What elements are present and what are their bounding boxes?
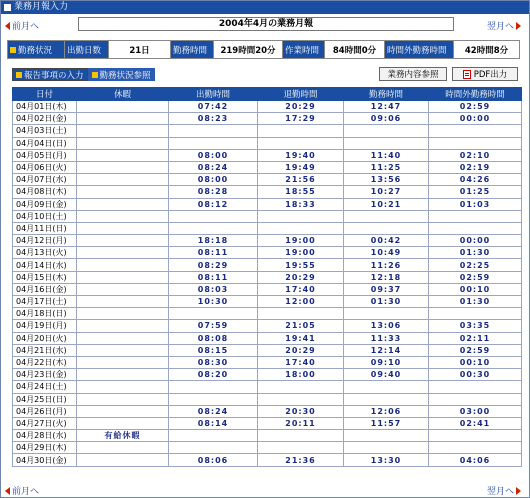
cell-leave[interactable] [77,101,169,113]
table-row[interactable] [13,198,522,210]
cell-overtime[interactable] [429,210,522,222]
cell-overtime[interactable] [429,308,522,320]
cell-start-time[interactable]: 08:00 [169,149,258,161]
cell-start-time[interactable]: 08:11 [169,271,258,283]
cell-end-time[interactable]: 20:30 [258,405,344,417]
cell-end-time[interactable]: 17:29 [258,113,344,125]
table-row[interactable] [13,149,522,161]
cell-end-time[interactable] [258,222,344,234]
cell-date[interactable]: 04月26日(月) [13,405,77,417]
cell-date[interactable]: 04月16日(金) [13,283,77,295]
cell-leave[interactable] [77,271,169,283]
cell-date[interactable]: 04月05日(月) [13,149,77,161]
cell-leave[interactable] [77,186,169,198]
table-row[interactable] [13,101,522,113]
cell-leave[interactable] [77,381,169,393]
col-header-start: 出勤時間 [169,88,258,101]
cell-start-time[interactable]: 08:24 [169,161,258,173]
cell-date[interactable]: 04月21日(水) [13,344,77,356]
cell-overtime[interactable]: 02:41 [429,417,522,429]
cell-overtime[interactable] [429,430,522,442]
cell-leave[interactable] [77,198,169,210]
cell-overtime[interactable]: 02:19 [429,161,522,173]
table-row[interactable] [13,283,522,295]
cell-start-time[interactable]: 08:20 [169,369,258,381]
cell-start-time[interactable]: 08:03 [169,283,258,295]
cell-date[interactable]: 04月01日(木) [13,101,77,113]
pdf-icon [463,70,471,79]
prev-month-link-bottom[interactable] [5,484,39,497]
cell-date[interactable]: 04月25日(日) [13,393,77,405]
cell-work-hours[interactable]: 12:06 [344,405,429,417]
cell-date[interactable]: 04月06日(火) [13,161,77,173]
cell-start-time[interactable] [169,308,258,320]
cell-leave[interactable] [77,210,169,222]
cell-leave[interactable] [77,417,169,429]
cell-leave[interactable] [77,247,169,259]
cell-work-hours[interactable]: 11:33 [344,332,429,344]
cell-work-hours[interactable]: 10:49 [344,247,429,259]
cell-overtime[interactable]: 04:06 [429,454,522,466]
cell-leave[interactable] [77,344,169,356]
table-row[interactable] [13,308,522,320]
cell-end-time[interactable] [258,125,344,137]
table-row[interactable] [13,137,522,149]
table-row[interactable] [13,247,522,259]
cell-overtime[interactable]: 00:00 [429,235,522,247]
cell-start-time[interactable]: 08:15 [169,344,258,356]
table-row[interactable] [13,113,522,125]
days-value: 21日 [109,41,171,58]
next-month-link-bottom[interactable] [487,484,521,497]
cell-overtime[interactable] [429,222,522,234]
cell-start-time[interactable]: 08:24 [169,405,258,417]
cell-date[interactable]: 04月30日(金) [13,454,77,466]
cell-end-time[interactable] [258,381,344,393]
cell-date[interactable]: 04月17日(土) [13,296,77,308]
cell-work-hours[interactable] [344,125,429,137]
cell-start-time[interactable] [169,222,258,234]
table-row[interactable] [13,125,522,137]
cell-work-hours[interactable]: 09:40 [344,369,429,381]
cell-end-time[interactable]: 19:55 [258,259,344,271]
cell-date[interactable]: 04月02日(金) [13,113,77,125]
table-row[interactable] [13,405,522,417]
cell-leave[interactable] [77,320,169,332]
cell-leave[interactable] [77,125,169,137]
table-row[interactable] [13,235,522,247]
cell-leave[interactable] [77,235,169,247]
cell-overtime[interactable] [429,137,522,149]
cell-overtime[interactable]: 00:10 [429,283,522,295]
next-month-label: 翌月へ [487,22,515,32]
cell-date[interactable]: 04月14日(水) [13,259,77,271]
cell-date[interactable]: 04月22日(木) [13,356,77,368]
cell-start-time[interactable]: 08:06 [169,454,258,466]
status-label: 勤務状況 [18,45,53,56]
summary-bar [7,40,520,59]
task-value: 84時間0分 [325,41,385,58]
table-row[interactable] [13,271,522,283]
arrow-right-icon [516,22,521,30]
cell-work-hours[interactable] [344,137,429,149]
cell-end-time[interactable]: 18:33 [258,198,344,210]
cell-overtime[interactable]: 04:26 [429,174,522,186]
cell-start-time[interactable] [169,430,258,442]
cell-date[interactable]: 04月15日(木) [13,271,77,283]
cell-end-time[interactable]: 19:00 [258,235,344,247]
col-header-overtime: 時間外勤務時間 [429,88,522,101]
work-value: 219時間20分 [214,41,283,58]
cell-overtime[interactable] [429,442,522,454]
table-row[interactable] [13,454,522,466]
cell-work-hours[interactable]: 12:14 [344,344,429,356]
work-label: 勤務時間 [171,41,214,58]
cell-end-time[interactable]: 17:40 [258,356,344,368]
cell-start-time[interactable]: 08:28 [169,186,258,198]
cell-overtime[interactable]: 00:10 [429,356,522,368]
cell-date[interactable]: 04月03日(土) [13,125,77,137]
tab-report-entry[interactable] [12,68,88,81]
table-row[interactable] [13,222,522,234]
cell-start-time[interactable]: 08:30 [169,356,258,368]
cell-overtime[interactable]: 01:30 [429,296,522,308]
cell-date[interactable]: 04月09日(金) [13,198,77,210]
cell-work-hours[interactable]: 09:37 [344,283,429,295]
cell-start-time[interactable]: 08:08 [169,332,258,344]
overtime-value: 42時間8分 [454,41,519,58]
cell-overtime[interactable] [429,393,522,405]
square-icon [92,72,98,78]
cell-leave[interactable] [77,393,169,405]
cell-end-time[interactable]: 17:40 [258,283,344,295]
table-row[interactable] [13,161,522,173]
cell-leave[interactable] [77,283,169,295]
cell-work-hours[interactable]: 11:25 [344,161,429,173]
table-row[interactable] [13,356,522,368]
cell-start-time[interactable]: 10:30 [169,296,258,308]
table-row[interactable] [13,369,522,381]
cell-overtime[interactable]: 02:10 [429,149,522,161]
cell-end-time[interactable]: 20:29 [258,271,344,283]
cell-overtime[interactable]: 03:35 [429,320,522,332]
table-header-row [13,88,522,101]
cell-work-hours[interactable]: 13:30 [344,454,429,466]
cell-work-hours[interactable] [344,430,429,442]
cell-end-time[interactable]: 19:40 [258,149,344,161]
cell-start-time[interactable]: 08:12 [169,198,258,210]
cell-work-hours[interactable]: 10:27 [344,186,429,198]
monthly-report-table [12,87,522,467]
cell-overtime[interactable]: 03:00 [429,405,522,417]
cell-work-hours[interactable]: 11:57 [344,417,429,429]
table-row[interactable] [13,430,522,442]
cell-end-time[interactable] [258,430,344,442]
reference-button-label: 業務内容参照 [387,70,439,80]
cell-leave[interactable] [77,442,169,454]
cell-end-time[interactable] [258,308,344,320]
cell-end-time[interactable]: 21:56 [258,174,344,186]
status-tag [8,41,65,58]
cell-date[interactable]: 04月10日(土) [13,210,77,222]
cell-leave[interactable] [77,137,169,149]
cell-end-time[interactable]: 18:55 [258,186,344,198]
cell-date[interactable]: 04月07日(水) [13,174,77,186]
cell-leave[interactable] [77,332,169,344]
overtime-label: 時間外勤務時間 [385,41,454,58]
cell-start-time[interactable] [169,210,258,222]
cell-work-hours[interactable]: 11:26 [344,259,429,271]
cell-end-time[interactable]: 21:36 [258,454,344,466]
cell-start-time[interactable] [169,137,258,149]
cell-date[interactable]: 04月12日(月) [13,235,77,247]
cell-start-time[interactable]: 08:14 [169,417,258,429]
cell-leave[interactable] [77,369,169,381]
tab-work-status-label: 勤務状況参照 [99,70,151,81]
cell-work-hours[interactable]: 12:18 [344,271,429,283]
table-row[interactable] [13,393,522,405]
prev-month-link[interactable] [5,19,39,32]
window-icon [4,4,11,11]
cell-end-time[interactable]: 19:00 [258,247,344,259]
cell-date[interactable]: 04月04日(日) [13,137,77,149]
cell-end-time[interactable]: 12:00 [258,296,344,308]
top-nav [1,14,529,33]
table-body [13,101,522,467]
cell-start-time[interactable] [169,393,258,405]
cell-end-time[interactable] [258,442,344,454]
cell-start-time[interactable]: 07:59 [169,320,258,332]
prev-month-label: 前月へ [12,22,40,32]
col-header-end: 退勤時間 [258,88,344,101]
cell-leave[interactable] [77,296,169,308]
cell-start-time[interactable]: 08:29 [169,259,258,271]
cell-end-time[interactable] [258,393,344,405]
cell-end-time[interactable]: 19:41 [258,332,344,344]
cell-end-time[interactable]: 19:49 [258,161,344,173]
cell-leave[interactable] [77,259,169,271]
cell-overtime[interactable] [429,381,522,393]
col-header-leave: 休暇 [77,88,169,101]
cell-leave[interactable] [77,161,169,173]
cell-work-hours[interactable]: 09:10 [344,356,429,368]
next-month-label-bottom: 翌月へ [487,487,515,497]
table-row[interactable] [13,381,522,393]
table-row[interactable] [13,332,522,344]
cell-start-time[interactable] [169,125,258,137]
cell-end-time[interactable]: 20:11 [258,417,344,429]
cell-end-time[interactable]: 18:00 [258,369,344,381]
tab-report-entry-label: 報告事項の入力 [24,70,84,81]
square-icon [10,47,16,53]
cell-date[interactable]: 04月28日(水) [13,430,77,442]
cell-end-time[interactable]: 20:29 [258,101,344,113]
next-month-link[interactable] [487,19,521,32]
cell-work-hours[interactable] [344,381,429,393]
table-row[interactable] [13,417,522,429]
reference-button[interactable] [379,67,447,81]
cell-work-hours[interactable]: 12:47 [344,101,429,113]
cell-work-hours[interactable]: 10:21 [344,198,429,210]
pdf-button[interactable] [452,67,518,81]
bottom-nav [1,482,529,496]
month-title: 2004年4月の業務月報 [78,17,454,31]
tab-row [12,68,155,81]
cell-date[interactable]: 04月13日(火) [13,247,77,259]
table-row[interactable] [13,320,522,332]
title-bar [1,1,529,14]
arrow-left-icon [5,22,10,30]
cell-work-hours[interactable]: 00:42 [344,235,429,247]
cell-work-hours[interactable]: 13:06 [344,320,429,332]
table-row[interactable] [13,296,522,308]
table-row[interactable] [13,442,522,454]
cell-leave[interactable] [77,222,169,234]
tab-work-status[interactable] [88,68,155,81]
cell-overtime[interactable]: 01:30 [429,247,522,259]
cell-leave[interactable] [77,356,169,368]
cell-date[interactable]: 04月29日(木) [13,442,77,454]
table-row[interactable] [13,344,522,356]
table-row[interactable] [13,210,522,222]
cell-end-time[interactable] [258,210,344,222]
cell-date[interactable]: 04月11日(日) [13,222,77,234]
cell-overtime[interactable]: 01:03 [429,198,522,210]
prev-month-label-bottom: 前月へ [12,487,40,497]
cell-start-time[interactable]: 18:18 [169,235,258,247]
arrow-right-icon [516,487,521,495]
cell-work-hours[interactable] [344,442,429,454]
table-row[interactable] [13,174,522,186]
cell-overtime[interactable]: 02:25 [429,259,522,271]
cell-overtime[interactable]: 00:30 [429,369,522,381]
cell-overtime[interactable]: 02:59 [429,101,522,113]
cell-date[interactable]: 04月27日(火) [13,417,77,429]
cell-work-hours[interactable]: 01:30 [344,296,429,308]
cell-work-hours[interactable]: 13:56 [344,174,429,186]
cell-work-hours[interactable]: 09:06 [344,113,429,125]
cell-leave[interactable] [77,149,169,161]
cell-start-time[interactable]: 08:00 [169,174,258,186]
cell-work-hours[interactable]: 11:40 [344,149,429,161]
cell-overtime[interactable] [429,125,522,137]
cell-date[interactable]: 04月19日(月) [13,320,77,332]
cell-leave[interactable] [77,113,169,125]
cell-work-hours[interactable] [344,393,429,405]
col-header-date: 日付 [13,88,77,101]
cell-date[interactable]: 04月20日(火) [13,332,77,344]
cell-end-time[interactable]: 21:05 [258,320,344,332]
cell-work-hours[interactable] [344,308,429,320]
cell-date[interactable]: 04月23日(金) [13,369,77,381]
square-icon [16,72,22,78]
cell-end-time[interactable] [258,137,344,149]
cell-overtime[interactable]: 01:25 [429,186,522,198]
days-label: 出勤日数 [65,41,109,58]
cell-work-hours[interactable] [344,222,429,234]
arrow-left-icon [5,487,10,495]
cell-leave[interactable] [77,454,169,466]
task-label: 作業時間 [283,41,325,58]
table-row[interactable] [13,186,522,198]
cell-overtime[interactable]: 00:00 [429,113,522,125]
cell-start-time[interactable]: 08:11 [169,247,258,259]
cell-start-time[interactable]: 08:23 [169,113,258,125]
pdf-button-label: PDF出力 [473,70,508,80]
cell-leave[interactable] [77,405,169,417]
cell-work-hours[interactable] [344,210,429,222]
cell-overtime[interactable]: 02:59 [429,271,522,283]
cell-leave[interactable] [77,174,169,186]
col-header-hours: 勤務時間 [344,88,429,101]
cell-end-time[interactable]: 20:29 [258,344,344,356]
cell-leave[interactable]: 有給休暇 [77,430,169,442]
cell-leave[interactable] [77,308,169,320]
table-row[interactable] [13,259,522,271]
cell-date[interactable]: 04月08日(木) [13,186,77,198]
cell-overtime[interactable]: 02:11 [429,332,522,344]
cell-start-time[interactable]: 07:42 [169,101,258,113]
cell-date[interactable]: 04月24日(土) [13,381,77,393]
cell-start-time[interactable] [169,381,258,393]
cell-overtime[interactable]: 02:59 [429,344,522,356]
cell-start-time[interactable] [169,442,258,454]
cell-date[interactable]: 04月18日(日) [13,308,77,320]
window-title: 業務月報入力 [14,2,69,12]
